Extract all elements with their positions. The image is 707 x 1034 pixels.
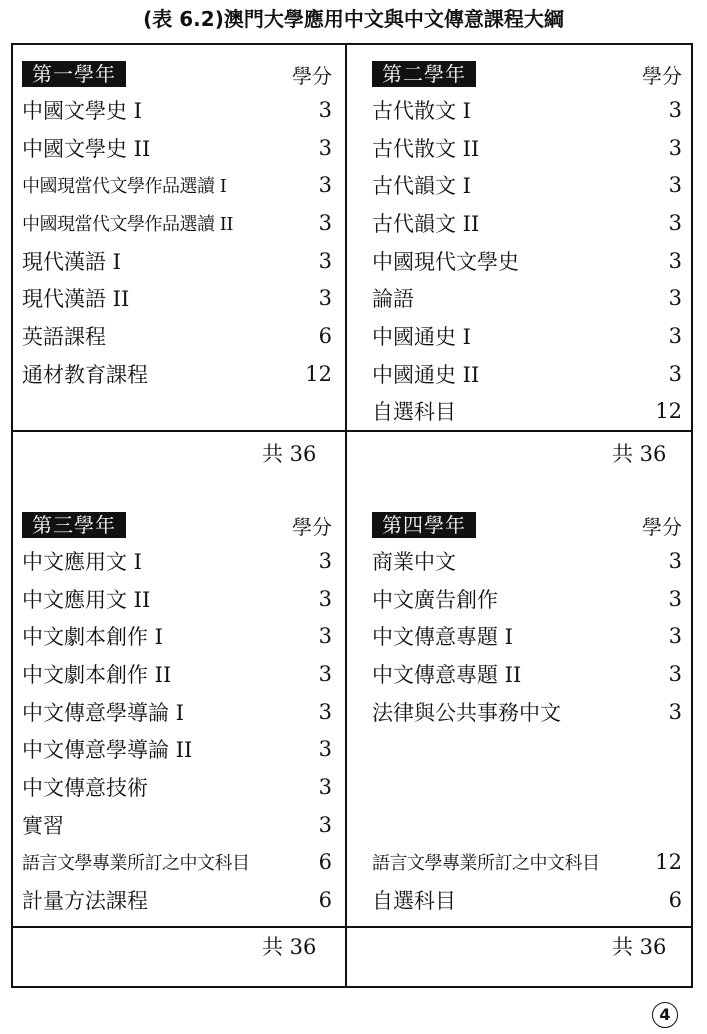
credit-column-header: 學分 [292, 514, 332, 539]
course-row [22, 129, 332, 167]
course-row [22, 279, 332, 317]
credit-column-header: 學分 [642, 514, 682, 539]
course-name: 商業中文 [372, 549, 456, 574]
course-row [372, 844, 682, 882]
course-credits: 3 [668, 210, 682, 235]
course-row [22, 355, 332, 393]
course-credits: 3 [668, 286, 682, 311]
course-credits: 12 [305, 361, 332, 386]
course-name: 中國文學史 II [22, 136, 151, 161]
course-credits: 3 [318, 548, 332, 573]
course-credits: 3 [318, 97, 332, 122]
year-4-total: 共 36 [612, 935, 667, 959]
course-credits: 3 [668, 97, 682, 122]
course-name: 中國現代文學史 [372, 249, 519, 274]
year-3-section [22, 508, 332, 919]
course-name: 現代漢語 II [22, 287, 130, 312]
course-name: 自選科目 [372, 400, 456, 425]
course-credits: 3 [318, 173, 332, 198]
course-name: 中文傳意專題 II [372, 662, 522, 687]
course-row [372, 655, 682, 693]
course-credits: 3 [318, 135, 332, 160]
course-name: 中文應用文 II [22, 587, 151, 612]
course-name: 計量方法課程 [22, 889, 148, 914]
course-name: 中文劇本創作 II [22, 662, 172, 687]
course-credits: 6 [318, 888, 332, 913]
course-name: 語言文學專業所訂之中文科目 [372, 853, 600, 875]
course-credits: 3 [668, 361, 682, 386]
course-row [372, 204, 682, 242]
course-row [372, 166, 682, 204]
year-3-total: 共 36 [262, 935, 317, 959]
course-name: 中文傳意專題 I [372, 625, 513, 650]
course-credits: 6 [318, 323, 332, 348]
course-row [372, 129, 682, 167]
page-title: (表 6.2)澳門大學應用中文與中文傳意課程大綱 [143, 7, 564, 31]
course-name: 中國文學史 I [22, 98, 142, 123]
course-credits: 3 [318, 248, 332, 273]
course-row [372, 393, 682, 431]
row-divider-top [11, 430, 693, 432]
course-name: 中文傳意技術 [22, 775, 148, 800]
course-row [22, 204, 332, 242]
course-row [22, 91, 332, 129]
year-2-label: 第二學年 [372, 61, 476, 87]
course-row [372, 279, 682, 317]
course-name: 古代散文 II [372, 136, 480, 161]
course-name: 中文應用文 I [22, 549, 142, 574]
course-row [372, 355, 682, 393]
year-4-section [372, 508, 682, 919]
course-credits: 3 [668, 548, 682, 573]
course-credits: 3 [318, 586, 332, 611]
page-number: 4 [652, 1002, 678, 1028]
course-row [372, 881, 682, 919]
course-credits: 6 [318, 850, 332, 875]
credit-column-header: 學分 [292, 63, 332, 88]
course-row [22, 806, 332, 844]
course-row [372, 730, 682, 768]
course-row [22, 768, 332, 806]
course-row [372, 693, 682, 731]
course-name: 古代散文 I [372, 98, 471, 123]
course-name: 中國通史 I [372, 324, 471, 349]
course-credits: 3 [318, 699, 332, 724]
course-row [372, 617, 682, 655]
course-name: 古代韻文 II [372, 211, 480, 236]
course-row [372, 242, 682, 280]
course-credits: 6 [668, 888, 682, 913]
course-name: 英語課程 [22, 324, 106, 349]
course-credits: 3 [668, 661, 682, 686]
year-1-label: 第一學年 [22, 61, 126, 87]
course-row [22, 617, 332, 655]
course-row [372, 806, 682, 844]
course-row [22, 580, 332, 618]
course-name: 法律與公共事務中文 [372, 700, 561, 725]
course-credits: 3 [668, 173, 682, 198]
course-name: 中文劇本創作 I [22, 625, 163, 650]
course-credits: 3 [668, 624, 682, 649]
course-credits: 3 [668, 323, 682, 348]
course-name: 中國現當代文學作品選讀 I [22, 176, 227, 198]
course-credits: 3 [668, 248, 682, 273]
year-3-header [22, 508, 332, 542]
course-row [372, 91, 682, 129]
course-name: 語言文學專業所訂之中文科目 [22, 853, 250, 875]
course-row [372, 542, 682, 580]
course-credits: 12 [655, 850, 682, 875]
course-name: 論語 [372, 287, 414, 312]
course-name: 中文傳意學導論 II [22, 738, 193, 763]
course-row [22, 242, 332, 280]
course-credits: 3 [318, 210, 332, 235]
year-4-header [372, 508, 682, 542]
course-credits: 3 [318, 812, 332, 837]
year-1-section [22, 57, 332, 393]
course-row [22, 730, 332, 768]
course-row [22, 166, 332, 204]
year-2-total: 共 36 [612, 442, 667, 466]
course-name: 中國通史 II [372, 362, 480, 387]
year-1-total: 共 36 [262, 442, 317, 466]
course-name: 古代韻文 I [372, 174, 471, 199]
course-row [22, 844, 332, 882]
course-name: 中國現當代文學作品選讀 II [22, 213, 233, 235]
year-4-label: 第四學年 [372, 512, 476, 538]
course-credits: 3 [668, 135, 682, 160]
course-row [22, 655, 332, 693]
course-credits: 3 [318, 737, 332, 762]
course-name: 中文傳意學導論 I [22, 700, 184, 725]
course-row [22, 881, 332, 919]
course-row [22, 693, 332, 731]
course-credits: 3 [668, 586, 682, 611]
year-2-header [372, 57, 682, 91]
column-divider [345, 43, 347, 988]
course-row [372, 317, 682, 355]
course-credits: 3 [668, 699, 682, 724]
course-credits: 12 [655, 399, 682, 424]
course-row [22, 542, 332, 580]
course-name: 現代漢語 I [22, 249, 121, 274]
course-credits: 3 [318, 624, 332, 649]
row-divider-bottom [11, 926, 693, 928]
course-credits: 3 [318, 286, 332, 311]
credit-column-header: 學分 [642, 63, 682, 88]
course-name: 中文廣告創作 [372, 587, 498, 612]
year-3-label: 第三學年 [22, 512, 126, 538]
year-1-header [22, 57, 332, 91]
course-credits: 3 [318, 774, 332, 799]
course-row [372, 580, 682, 618]
course-row [22, 317, 332, 355]
course-name: 自選科目 [372, 889, 456, 914]
course-name: 通材教育課程 [22, 362, 148, 387]
course-name: 實習 [22, 813, 64, 838]
year-2-section [372, 57, 682, 430]
course-row [372, 768, 682, 806]
course-credits: 3 [318, 661, 332, 686]
